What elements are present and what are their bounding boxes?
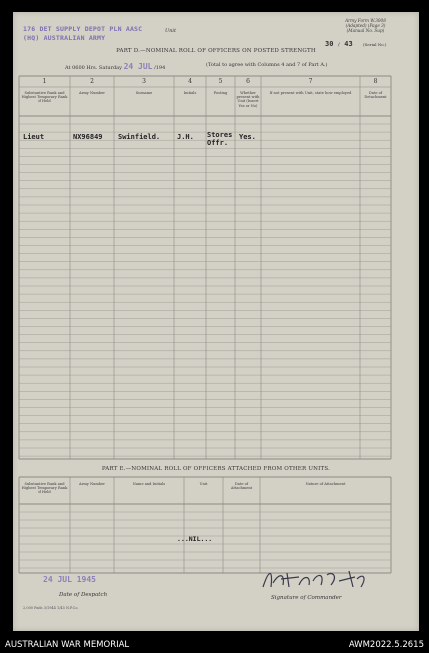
cell-surname: Swinfield. [118,133,161,141]
part-e-title: PART E.—NOMINAL ROLL OF OFFICERS ATTACHED FROM OTHER UNITS. [101,466,331,472]
nil-entry: ...NIL... [177,535,213,543]
column-header: Date of Detachment [364,91,387,100]
column-header: Army Number [79,91,105,95]
column-number: 5 [218,78,223,85]
signature-label: Signature of Commander [271,595,342,601]
despatch-label: Date of Despatch [59,592,108,598]
serial-fraction: 43 [344,40,353,48]
archive-footer [0,637,429,653]
unit-label: Unit [165,28,177,34]
part-e-column-header: Date of Attachment [230,482,253,491]
part-e-column-header: Unit [199,482,208,486]
column-header: Surname [135,91,153,95]
part-e-column-header: Name and Initials [132,482,166,486]
cell-army-number: NX96849 [73,133,103,141]
signature [259,567,379,595]
column-header: Initials [183,91,197,95]
column-number: 7 [308,78,313,85]
part-d-title: PART D.—NOMINAL ROLL OF OFFICERS ON POSTED STRENGTH [116,48,316,54]
part-d-grid [13,12,419,631]
part-e-column-header: Substantive Rank and Highest Temporary Rank if Held [21,482,68,495]
unit-stamp-line1: 176 DET SUPPLY DEPOT PLN AASC [23,25,143,33]
serial-label: (Serial No.) [363,42,387,47]
column-number: 1 [42,78,47,85]
column-number: 3 [142,78,146,85]
footer-left: AUSTRALIAN WAR MEMORIAL [5,640,130,650]
printer-note: 2,000 Pads 3/1944 1/45 N.P.Co. [23,606,79,610]
cell-posting: Stores Offr. [207,131,233,147]
footer-right: AWM2022.5.2615 [348,640,424,650]
cell-present: Yes. [239,133,256,141]
column-header: Whether present with Unit (Insert Yes or No) [236,91,260,108]
total-note: (Total to agree with Columns 4 and 7 of Part A.) [206,62,328,68]
column-number: 8 [373,78,378,85]
column-header: If not present with Unit, state how employed [269,91,352,95]
at-line-prefix: At 0600 Hrs. Saturday [65,65,122,71]
cell-rank: Lieut [23,133,45,141]
part-e-column-header: Army Number [79,482,105,486]
despatch-date-stamp: 24 JUL 1945 [43,575,96,584]
serial-number: 30 / 43 [325,40,353,48]
form-page [13,12,419,631]
column-number: 2 [90,78,94,85]
date-stamp: 24 JUL [123,62,153,71]
column-header: Posting [213,91,228,95]
form-ref-line2: (Adapted) (Page 3) [345,23,386,29]
unit-stamp-line2: (HQ) AUSTRALIAN ARMY [23,34,106,42]
cell-initials: J.H. [177,133,194,141]
serial-number-value: 30 [325,40,334,48]
year: /194 [154,65,166,71]
form-ref-line1: Army Form W.3008 [345,18,386,23]
column-number: 4 [188,78,192,85]
form-ref-line3: (Manual No. Sup) [346,28,385,34]
column-header: Substantive Rank and Highest Temporary Rank if Held [21,91,68,104]
column-number: 6 [246,78,250,85]
part-e-column-header: Nature of Attachment [305,482,346,486]
